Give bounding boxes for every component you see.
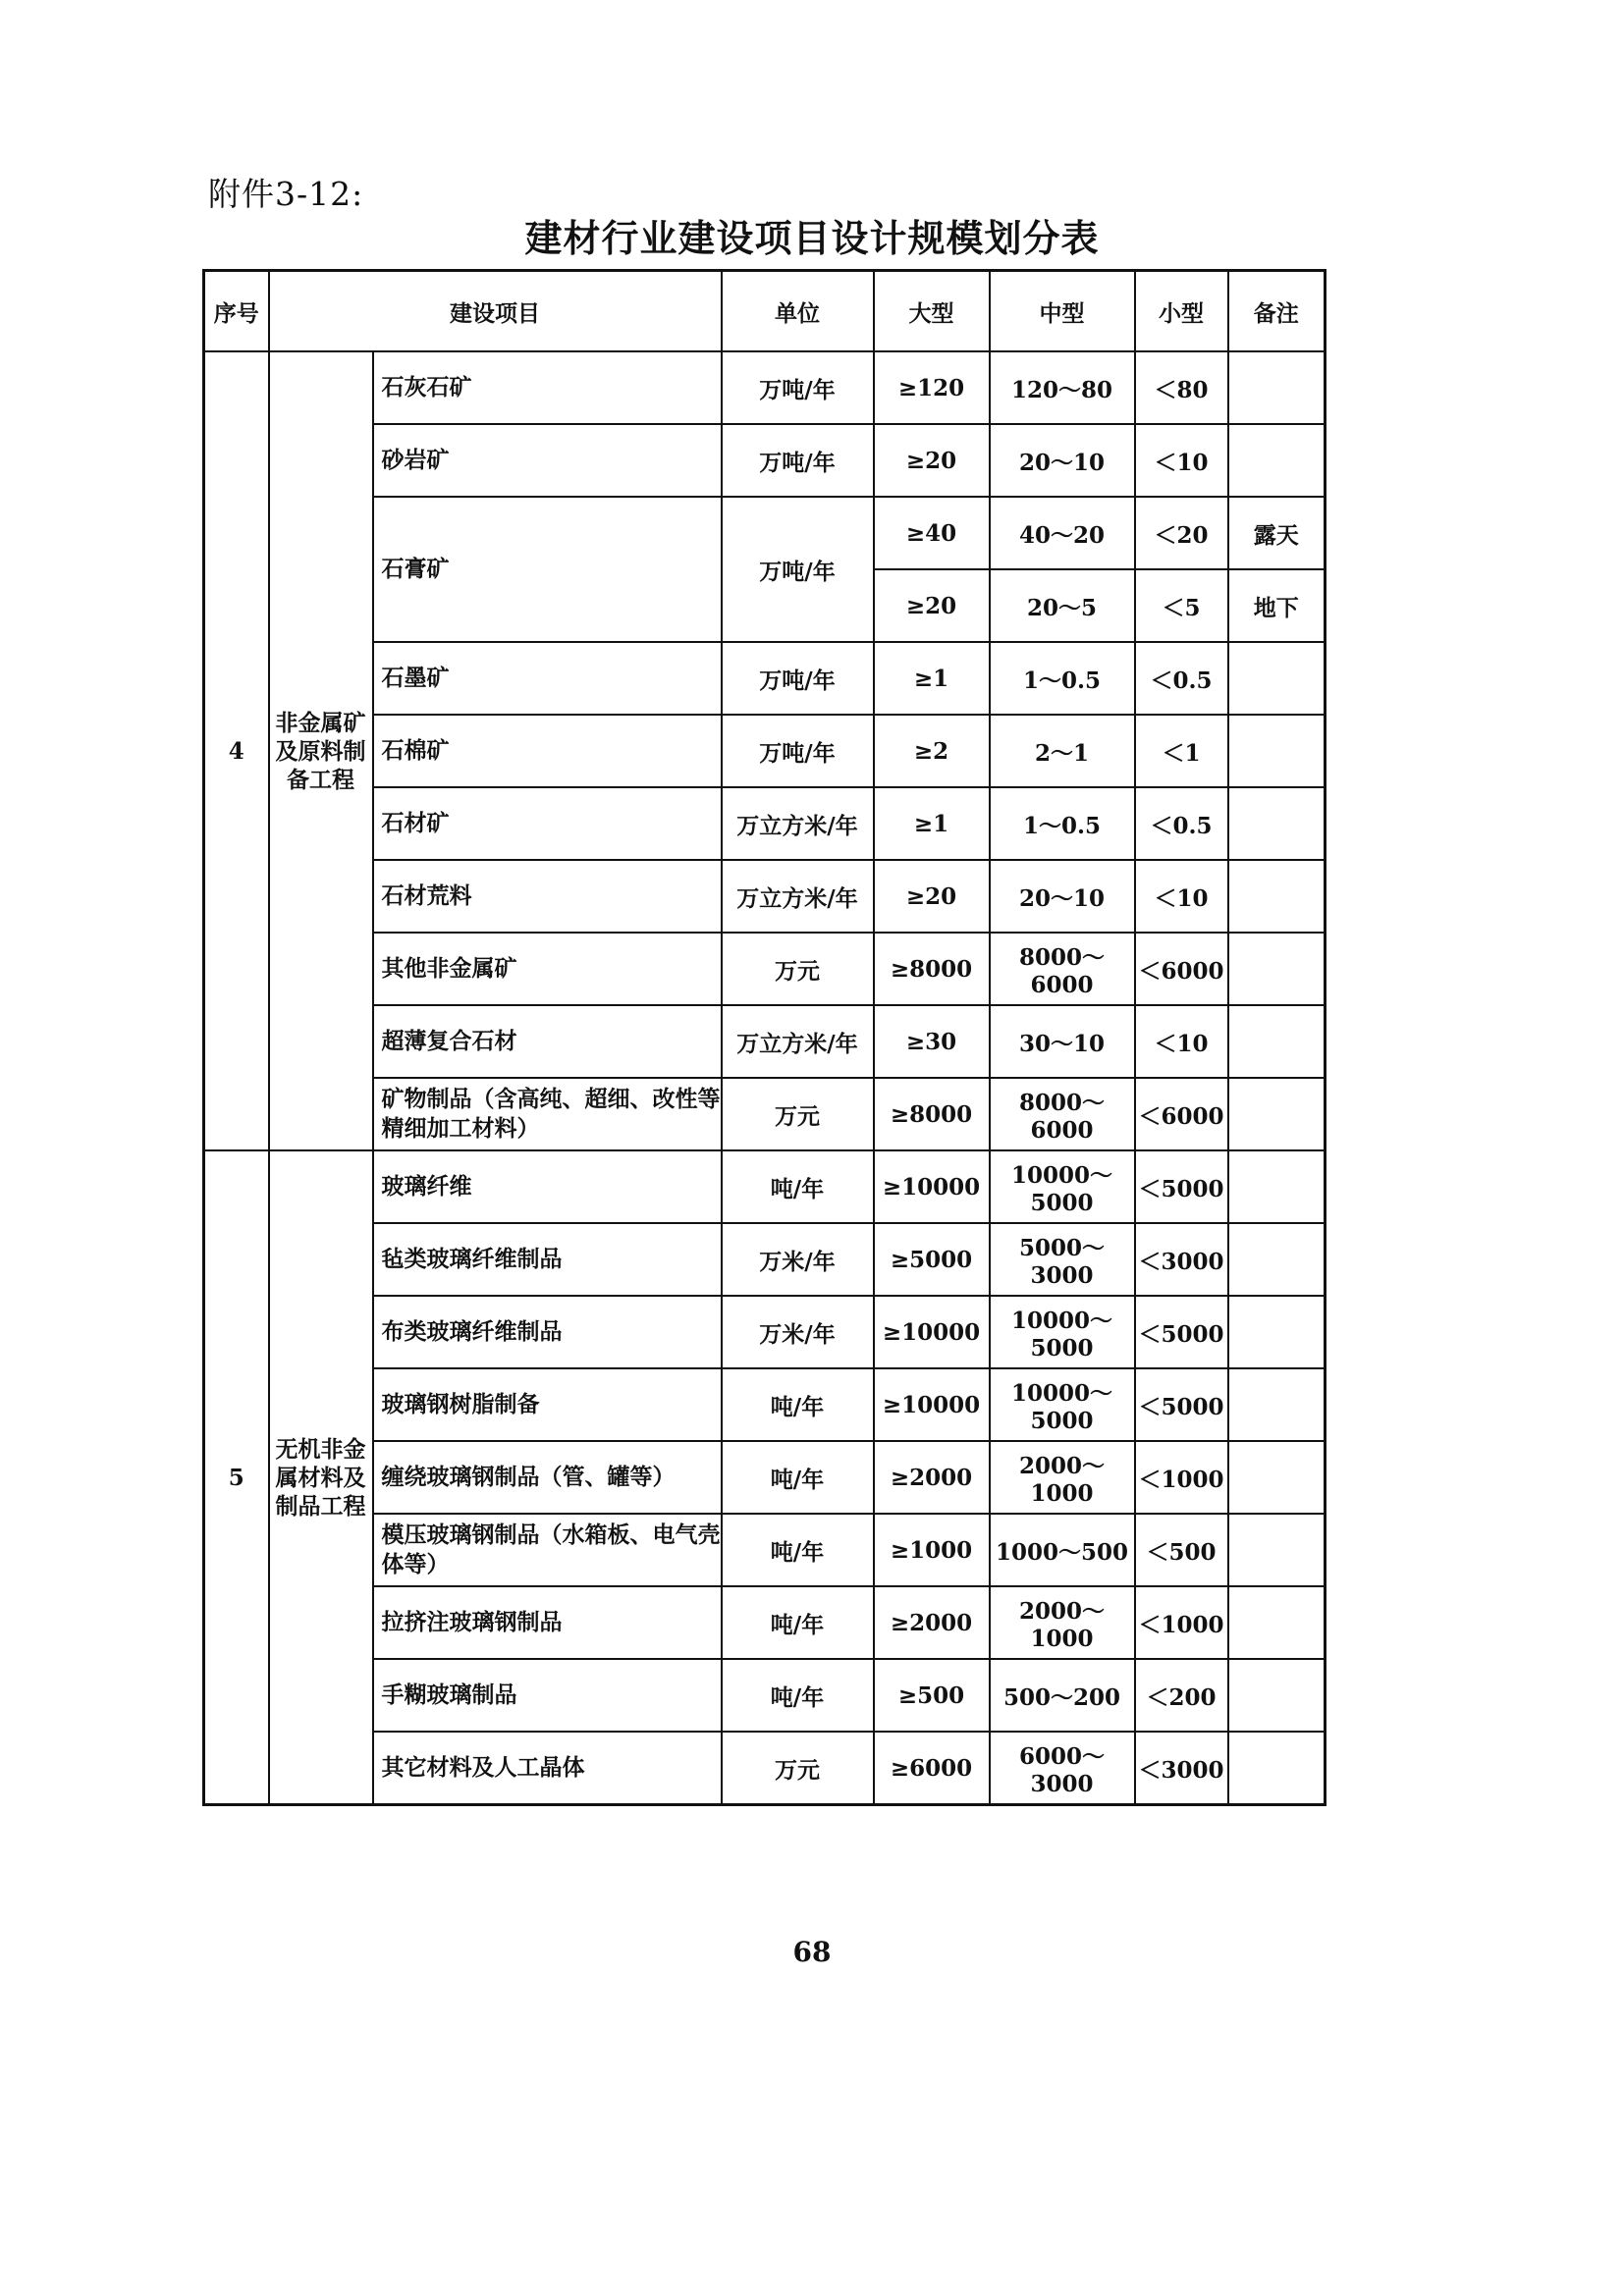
item-medium: 6000～3000 xyxy=(990,1732,1135,1805)
item-small: ＜3000 xyxy=(1135,1223,1228,1296)
item-unit: 万吨/年 xyxy=(722,642,874,715)
item-small: ＜0.5 xyxy=(1135,642,1228,715)
table-row xyxy=(204,642,1326,715)
table-row xyxy=(204,860,1326,933)
item-name: 布类玻璃纤维制品 xyxy=(373,1296,722,1368)
item-large: ≥1 xyxy=(874,642,990,715)
item-medium: 5000～3000 xyxy=(990,1223,1135,1296)
item-unit: 万立方米/年 xyxy=(722,1005,874,1078)
item-unit: 万元 xyxy=(722,1078,874,1150)
table-row xyxy=(204,1514,1326,1586)
item-small: ＜5 xyxy=(1135,569,1228,642)
item-note xyxy=(1228,1150,1326,1223)
item-large: ≥20 xyxy=(874,860,990,933)
item-note xyxy=(1228,1514,1326,1586)
item-unit: 万吨/年 xyxy=(722,497,874,642)
group-category: 无机非金属材料及制品工程 xyxy=(269,1150,373,1805)
item-large: ≥20 xyxy=(874,424,990,497)
item-small: ＜5000 xyxy=(1135,1296,1228,1368)
item-medium: 8000～6000 xyxy=(990,933,1135,1005)
item-name: 毡类玻璃纤维制品 xyxy=(373,1223,722,1296)
item-large: ≥2000 xyxy=(874,1586,990,1659)
item-small: ＜1000 xyxy=(1135,1441,1228,1514)
item-note xyxy=(1228,1296,1326,1368)
item-small: ＜3000 xyxy=(1135,1732,1228,1805)
item-unit: 万立方米/年 xyxy=(722,860,874,933)
item-name: 石膏矿 xyxy=(373,497,722,642)
item-medium: 1～0.5 xyxy=(990,642,1135,715)
item-note xyxy=(1228,424,1326,497)
table-row xyxy=(204,1368,1326,1441)
item-small: ＜10 xyxy=(1135,424,1228,497)
item-unit: 吨/年 xyxy=(722,1368,874,1441)
item-small: ＜200 xyxy=(1135,1659,1228,1732)
item-medium: 40～20 xyxy=(990,497,1135,569)
item-name: 玻璃钢树脂制备 xyxy=(373,1368,722,1441)
item-medium: 2000～1000 xyxy=(990,1441,1135,1514)
item-name: 石材矿 xyxy=(373,787,722,860)
item-unit: 万吨/年 xyxy=(722,351,874,424)
item-medium: 500～200 xyxy=(990,1659,1135,1732)
item-small: ＜6000 xyxy=(1135,1078,1228,1150)
header-no: 序号 xyxy=(204,271,269,352)
item-name: 超薄复合石材 xyxy=(373,1005,722,1078)
item-note xyxy=(1228,1005,1326,1078)
item-unit: 万立方米/年 xyxy=(722,787,874,860)
item-unit: 吨/年 xyxy=(722,1659,874,1732)
item-medium: 30～10 xyxy=(990,1005,1135,1078)
item-note xyxy=(1228,1732,1326,1805)
table-row xyxy=(204,1659,1326,1732)
item-name: 石灰石矿 xyxy=(373,351,722,424)
item-note: 地下 xyxy=(1228,569,1326,642)
item-note xyxy=(1228,1659,1326,1732)
item-note: 露天 xyxy=(1228,497,1326,569)
item-unit: 吨/年 xyxy=(722,1586,874,1659)
header-medium: 中型 xyxy=(990,271,1135,352)
item-name: 砂岩矿 xyxy=(373,424,722,497)
table-row xyxy=(204,1296,1326,1368)
item-large: ≥120 xyxy=(874,351,990,424)
table-row xyxy=(204,424,1326,497)
table-row xyxy=(204,1586,1326,1659)
item-note xyxy=(1228,1223,1326,1296)
item-name: 拉挤注玻璃钢制品 xyxy=(373,1586,722,1659)
table-row xyxy=(204,715,1326,787)
item-name: 模压玻璃钢制品（水箱板、电气壳体等） xyxy=(373,1514,722,1586)
header-small: 小型 xyxy=(1135,271,1228,352)
item-large: ≥8000 xyxy=(874,933,990,1005)
item-unit: 万吨/年 xyxy=(722,715,874,787)
table-row xyxy=(204,933,1326,1005)
item-note xyxy=(1228,933,1326,1005)
item-small: ＜10 xyxy=(1135,860,1228,933)
item-unit: 万米/年 xyxy=(722,1296,874,1368)
item-large: ≥1 xyxy=(874,787,990,860)
item-note xyxy=(1228,1368,1326,1441)
item-note xyxy=(1228,860,1326,933)
item-large: ≥8000 xyxy=(874,1078,990,1150)
item-name: 石墨矿 xyxy=(373,642,722,715)
item-name: 矿物制品（含高纯、超细、改性等精细加工材料） xyxy=(373,1078,722,1150)
table-row xyxy=(204,351,1326,424)
item-note xyxy=(1228,787,1326,860)
header-note: 备注 xyxy=(1228,271,1326,352)
item-unit: 万米/年 xyxy=(722,1223,874,1296)
item-large: ≥500 xyxy=(874,1659,990,1732)
page-title: 建材行业建设项目设计规模划分表 xyxy=(524,217,1100,260)
group-category: 非金属矿及原料制备工程 xyxy=(269,351,373,1150)
item-name: 手糊玻璃制品 xyxy=(373,1659,722,1732)
item-medium: 8000～6000 xyxy=(990,1078,1135,1150)
table-row xyxy=(204,787,1326,860)
item-name: 石棉矿 xyxy=(373,715,722,787)
item-note xyxy=(1228,642,1326,715)
item-medium: 20～10 xyxy=(990,424,1135,497)
item-unit: 万元 xyxy=(722,1732,874,1805)
item-medium: 20～10 xyxy=(990,860,1135,933)
item-large: ≥10000 xyxy=(874,1368,990,1441)
item-small: ＜80 xyxy=(1135,351,1228,424)
item-medium: 120～80 xyxy=(990,351,1135,424)
item-note xyxy=(1228,1078,1326,1150)
item-medium: 10000～5000 xyxy=(990,1150,1135,1223)
table-row xyxy=(204,1732,1326,1805)
item-name: 其它材料及人工晶体 xyxy=(373,1732,722,1805)
item-note xyxy=(1228,1441,1326,1514)
item-unit: 吨/年 xyxy=(722,1441,874,1514)
item-large: ≥6000 xyxy=(874,1732,990,1805)
item-large: ≥5000 xyxy=(874,1223,990,1296)
table-row xyxy=(204,497,1326,569)
item-unit: 吨/年 xyxy=(722,1514,874,1586)
item-name: 缠绕玻璃钢制品（管、罐等） xyxy=(373,1441,722,1514)
item-small: ＜5000 xyxy=(1135,1368,1228,1441)
table-row xyxy=(204,1441,1326,1514)
item-medium: 1～0.5 xyxy=(990,787,1135,860)
item-large: ≥10000 xyxy=(874,1150,990,1223)
header-row xyxy=(204,271,1326,352)
item-small: ＜5000 xyxy=(1135,1150,1228,1223)
item-medium: 10000～5000 xyxy=(990,1296,1135,1368)
item-unit: 吨/年 xyxy=(722,1150,874,1223)
item-name: 其他非金属矿 xyxy=(373,933,722,1005)
item-large: ≥30 xyxy=(874,1005,990,1078)
group-number: 5 xyxy=(204,1150,269,1805)
item-small: ＜6000 xyxy=(1135,933,1228,1005)
item-small: ＜20 xyxy=(1135,497,1228,569)
item-unit: 万元 xyxy=(722,933,874,1005)
item-small: ＜0.5 xyxy=(1135,787,1228,860)
item-large: ≥2 xyxy=(874,715,990,787)
header-item: 建设项目 xyxy=(269,271,722,352)
item-medium: 2000～1000 xyxy=(990,1586,1135,1659)
item-large: ≥2000 xyxy=(874,1441,990,1514)
item-medium: 2～1 xyxy=(990,715,1135,787)
item-small: ＜10 xyxy=(1135,1005,1228,1078)
attachment-label: 附件3-12: xyxy=(208,175,364,213)
scale-table xyxy=(202,269,1326,1806)
item-note xyxy=(1228,715,1326,787)
header-large: 大型 xyxy=(874,271,990,352)
table-row xyxy=(204,1150,1326,1223)
item-small: ＜1 xyxy=(1135,715,1228,787)
item-note xyxy=(1228,1586,1326,1659)
table-row xyxy=(204,1223,1326,1296)
item-note xyxy=(1228,351,1326,424)
item-small: ＜1000 xyxy=(1135,1586,1228,1659)
item-large: ≥40 xyxy=(874,497,990,569)
item-unit: 万吨/年 xyxy=(722,424,874,497)
item-name: 石材荒料 xyxy=(373,860,722,933)
page-number: 68 xyxy=(792,1936,832,1968)
item-large: ≥20 xyxy=(874,569,990,642)
group-number: 4 xyxy=(204,351,269,1150)
item-medium: 10000～5000 xyxy=(990,1368,1135,1441)
item-large: ≥10000 xyxy=(874,1296,990,1368)
table-row xyxy=(204,1005,1326,1078)
item-small: ＜500 xyxy=(1135,1514,1228,1586)
header-unit: 单位 xyxy=(722,271,874,352)
item-name: 玻璃纤维 xyxy=(373,1150,722,1223)
item-large: ≥1000 xyxy=(874,1514,990,1586)
table-row xyxy=(204,1078,1326,1150)
item-medium: 20～5 xyxy=(990,569,1135,642)
item-medium: 1000～500 xyxy=(990,1514,1135,1586)
